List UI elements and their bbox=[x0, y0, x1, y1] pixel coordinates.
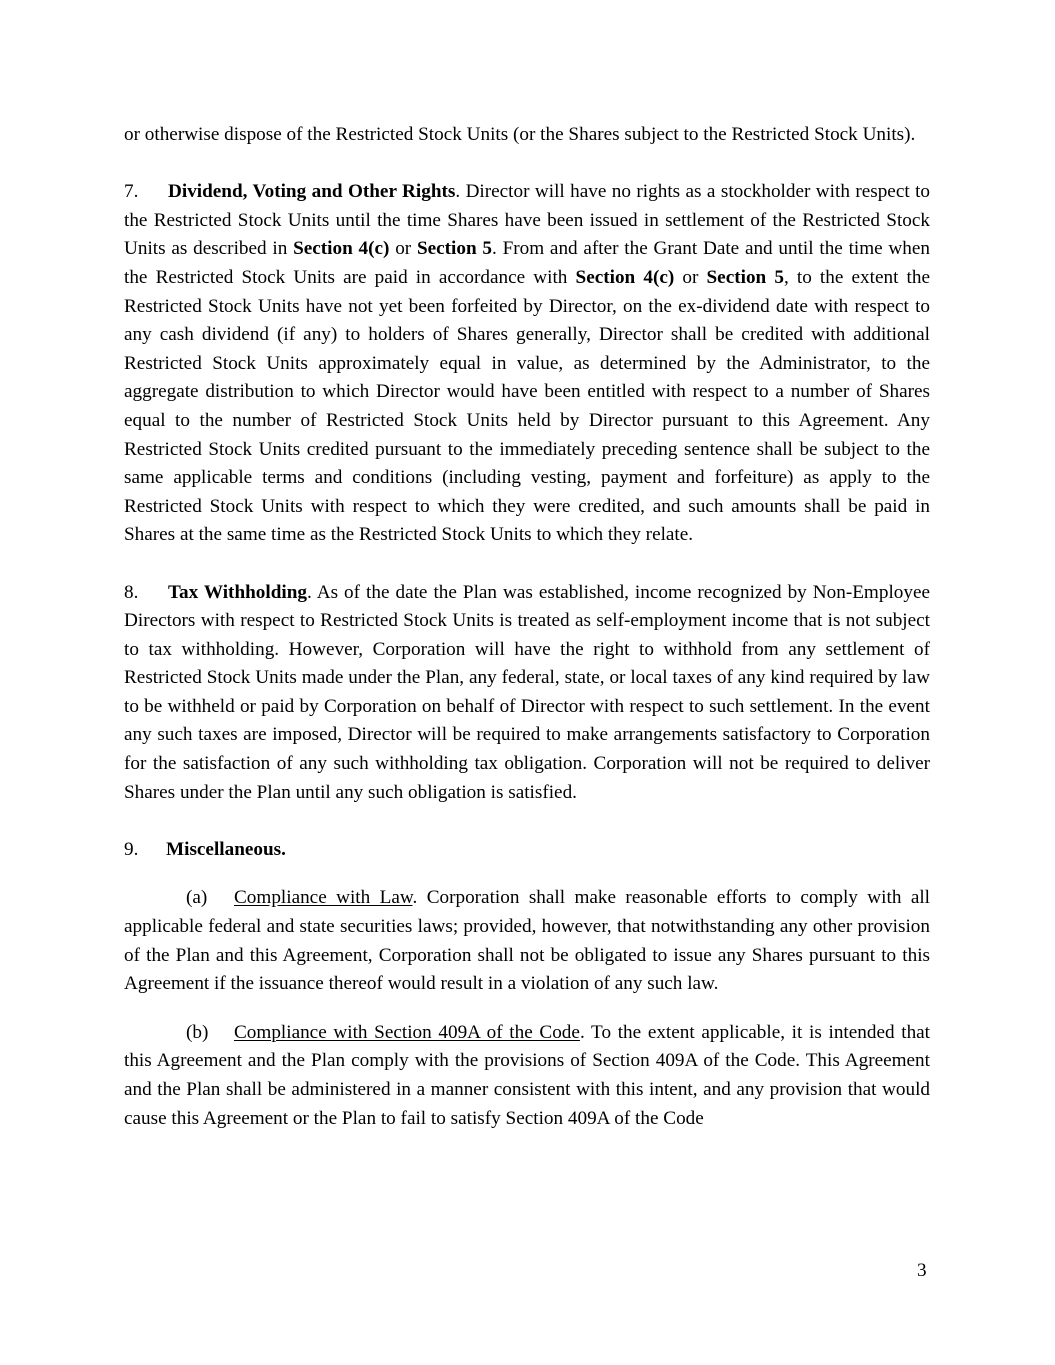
section-9b-title: Compliance with Section 409A of the Code bbox=[234, 1021, 580, 1043]
section-7-ref-3: Section 4(c) bbox=[575, 266, 675, 288]
section-9b-paragraph bbox=[124, 1019, 930, 1133]
section-7-heading: Dividend, Voting and Other Rights bbox=[168, 181, 456, 203]
section-9b-label: (b) bbox=[186, 1021, 209, 1043]
page-number: 3 bbox=[917, 1260, 927, 1281]
section-9-number: 9. bbox=[124, 838, 139, 860]
section-7-ref-4: Section 5 bbox=[706, 266, 784, 288]
section-8-number: 8. bbox=[124, 581, 139, 603]
section-7-ref-1: Section 4(c) bbox=[293, 238, 390, 260]
section-7-text-1: . Director will have no rights as a stockholder with respect to the Restricted Stock Units until the time Shares have been issued in settlement of the Restricted Stock Units as described in bbox=[124, 181, 931, 260]
section-7-paragraph bbox=[124, 178, 930, 550]
section-9a-paragraph bbox=[124, 884, 930, 998]
section-8-text: . As of the date the Plan was established, income recognized by Non-Employee Directors with respect to Restricted Stock Units is treated as self-employment income that is not subject to tax withholding. However, Corporation will have the right to withhold from any settlement of Restricted Stock Units made under the Plan, any federal, state, or local taxes of any kind required by law to be withheld or paid by Corporation on behalf of Director with respect to such settlement. In the event any such taxes are imposed, Director will be required to make arrangements satisfactory to Corporation for the satisfaction of any such withholding tax obligation. Corporation will not be required to deliver Shares under the Plan until any such obligation is satisfied. bbox=[124, 581, 930, 803]
document-page bbox=[124, 121, 930, 1133]
section-9a-label: (a) bbox=[186, 887, 208, 909]
section-7-text-4: or bbox=[674, 266, 707, 288]
section-9a-text: . Corporation shall make reasonable efforts to comply with all applicable federal and state securities laws; provided, however, that notwithstanding any other provision of the Plan and this Agreement, Corporation shall not be obligated to issue any Shares pursuant to this Agreement if the issuance thereof would result in a violation of any such law. bbox=[124, 887, 930, 995]
section-9-heading-line bbox=[124, 836, 930, 865]
section-9b-text: . To the extent applicable, it is intended that this Agreement and the Plan comply with the provisions of Section 409A of the Code. This Agreement and the Plan shall be administered in a manner consistent with this intent, and any provision that would cause this Agreement or the Plan to fail to satisfy Section 409A of the Code bbox=[124, 1021, 931, 1129]
section-7-text-2: or bbox=[389, 238, 417, 260]
section-8-heading: Tax Withholding bbox=[168, 581, 307, 603]
section-7-text-5: , to the extent the Restricted Stock Units have not yet been forfeited by Director, on the ex-dividend date with respect to any cash dividend (if any) to holders of Shares generally, Director shall be credited with additional Restricted Stock Units approximately equal in value, as determined by the Administrator, to the aggregate distribution to which Director would have been entitled with respect to a number of Shares equal to the number of Restricted Stock Units held by Director pursuant to this Agreement. Any Restricted Stock Units credited pursuant to the immediately preceding sentence shall be subject to the same applicable terms and conditions (including vesting, payment and forfeiture) as apply to the Restricted Stock Units with respect to which they were credited, and such amounts shall be paid in Shares at the same time as the Restricted Stock Units to which they relate. bbox=[124, 266, 930, 546]
section-8-paragraph bbox=[124, 579, 930, 808]
continuation-paragraph: or otherwise dispose of the Restricted Stock Units (or the Shares subject to the Restricted Stock Units). bbox=[124, 124, 916, 145]
section-9a-title: Compliance with Law bbox=[234, 887, 413, 909]
section-7-text-3: . From and after the Grant Date and until the time when the Restricted Stock Units are paid in accordance with bbox=[124, 238, 930, 288]
section-7-ref-2: Section 5 bbox=[416, 238, 493, 260]
section-9-heading: Miscellaneous. bbox=[166, 838, 286, 860]
section-7-number: 7. bbox=[124, 181, 139, 203]
